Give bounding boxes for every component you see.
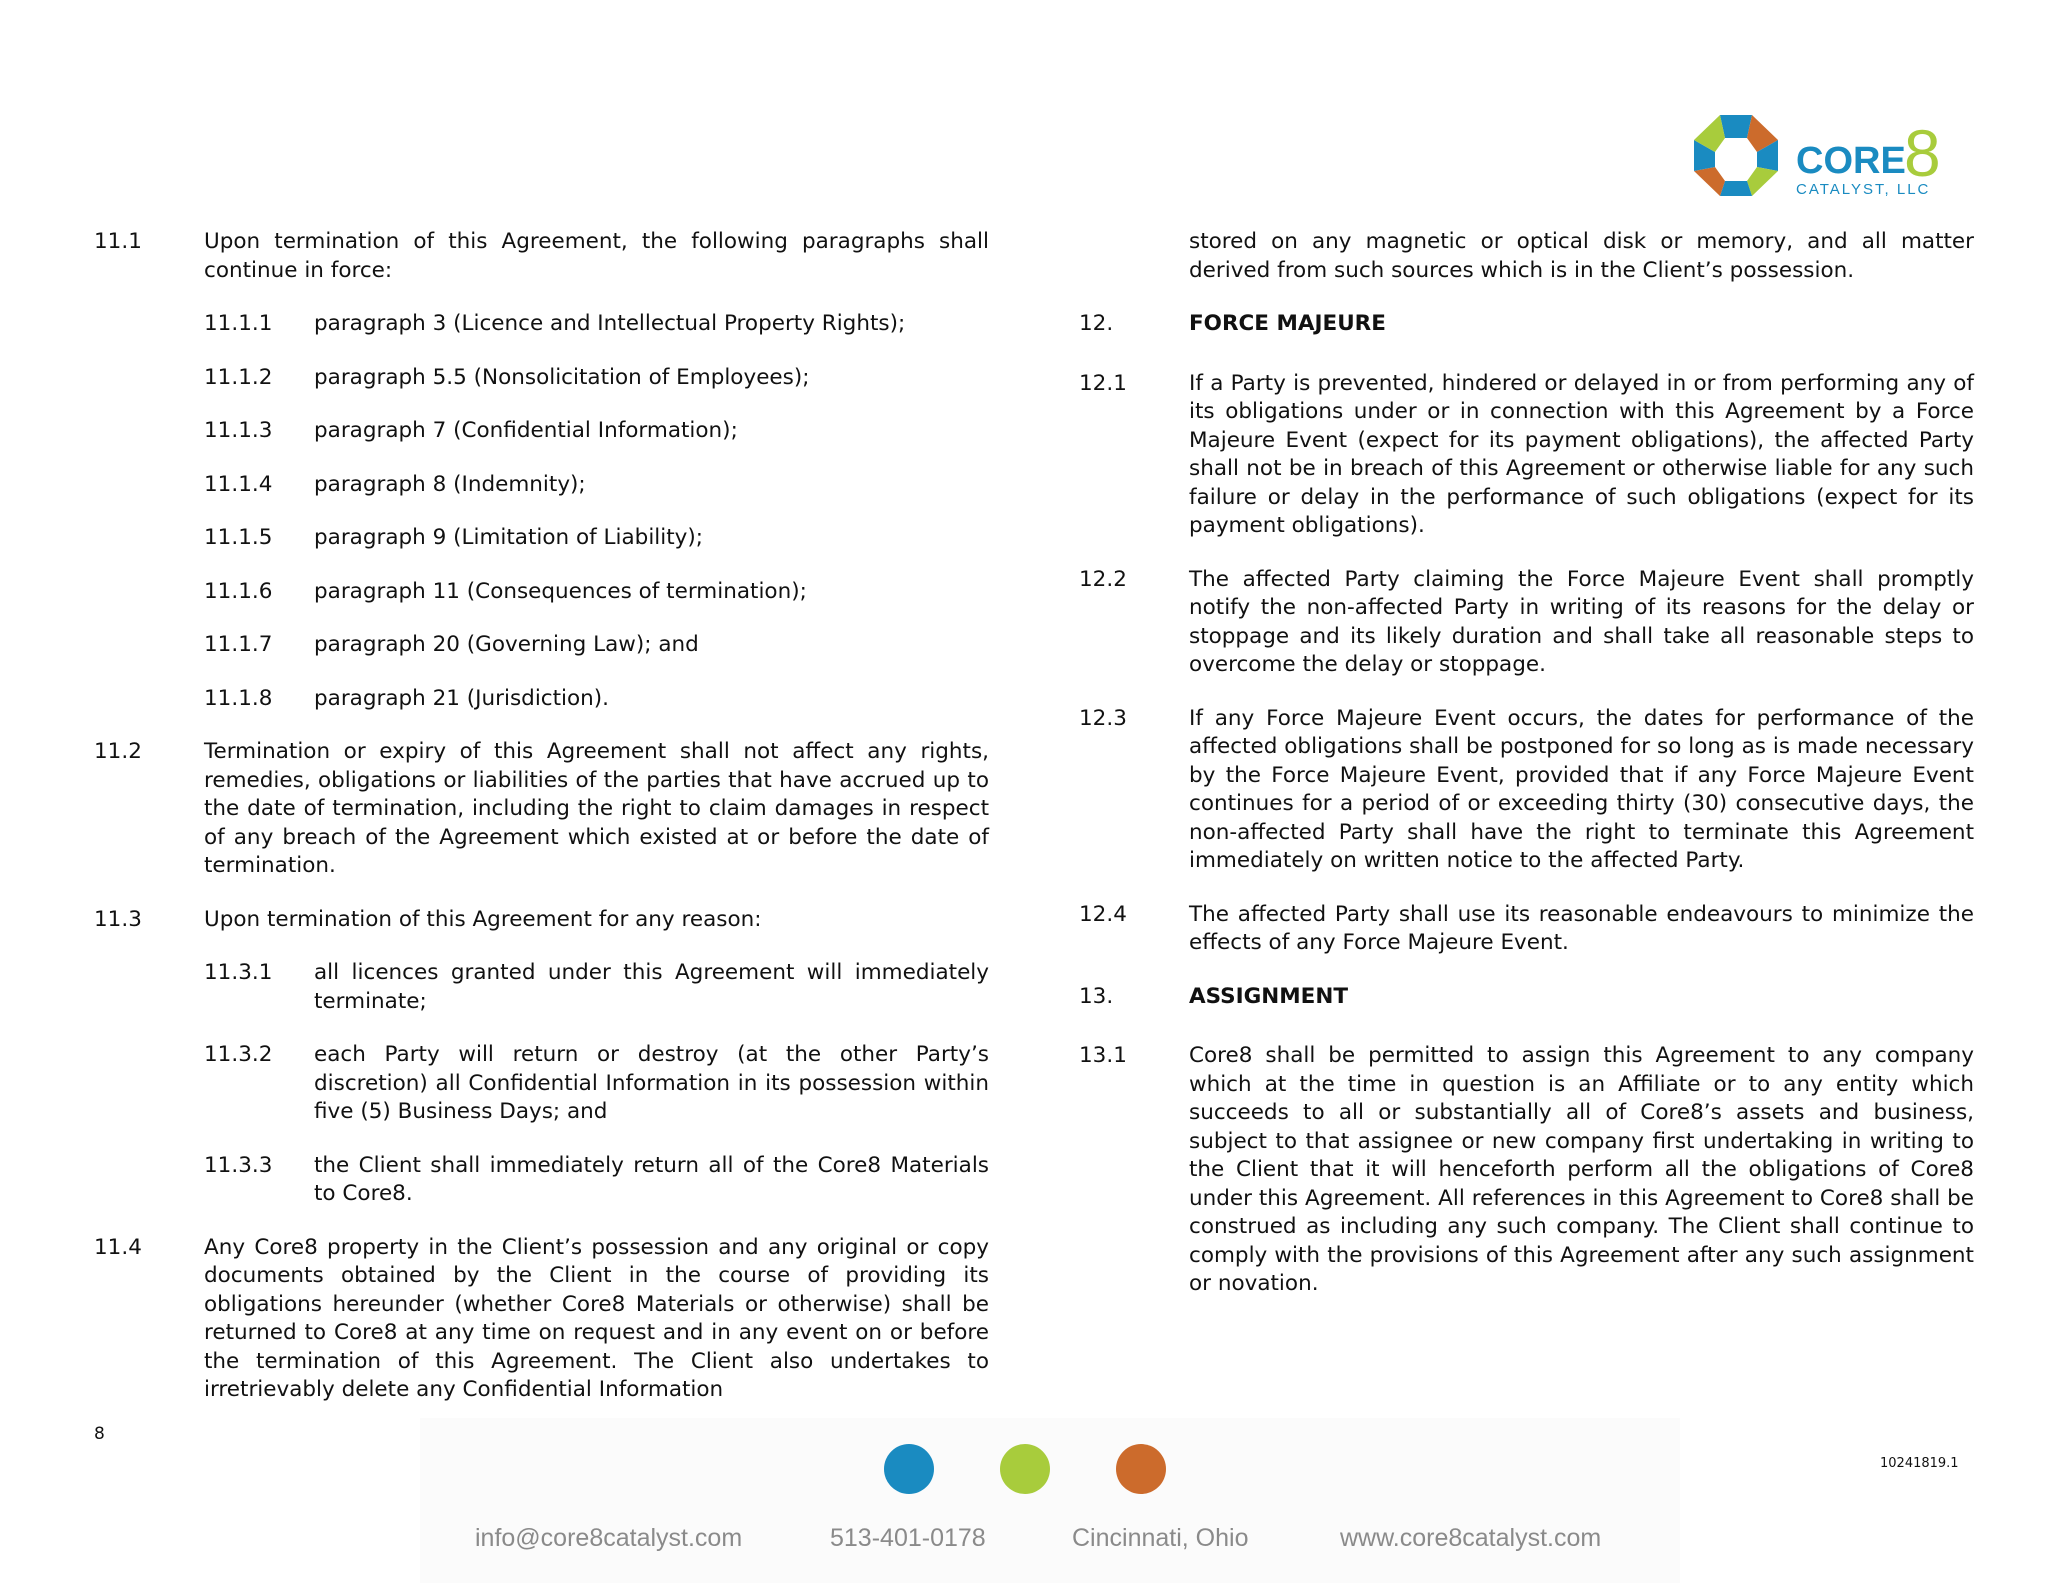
footer-city: Cincinnati, Ohio (1072, 1524, 1249, 1552)
subclause-number: 11.1.8 (204, 685, 273, 711)
footer-website: www.core8catalyst.com (1340, 1524, 1602, 1552)
subclause-number: 11.1.1 (204, 311, 273, 336)
core8-logo (1688, 112, 1948, 228)
subclause-11-1-4 (204, 471, 989, 500)
clause-12-1 (1079, 370, 1974, 541)
subclause-text: each Party will return or destroy (at the other Party’s discretion) all Confidential Information in its possession within five (5) Business Days; and (314, 1042, 989, 1124)
subclause-number: 11.1.4 (204, 471, 273, 497)
clause-11-2 (94, 738, 989, 881)
subclause-11-1-5 (204, 524, 989, 553)
subclause-11-3-1 (204, 959, 989, 1016)
section-heading-12 (1079, 310, 1974, 339)
clause-11-1 (94, 228, 989, 285)
subclause-number: 11.1.7 (204, 632, 273, 657)
clause-text: Upon termination of this Agreement for any reason: (204, 906, 762, 932)
section-title: FORCE MAJEURE (1189, 311, 1386, 336)
clause-number: 12.1 (1079, 370, 1127, 396)
subclause-number: 11.3.2 (204, 1042, 273, 1067)
subclause-number: 11.3.1 (204, 960, 273, 985)
blue-dot-icon (884, 1444, 934, 1494)
clause-number: 11.4 (94, 1234, 142, 1260)
document-reference: 10241819.1 (1880, 1456, 1959, 1471)
page-number: 8 (94, 1424, 105, 1444)
clause-number: 11.1 (94, 229, 142, 254)
section-heading-13 (1079, 983, 1974, 1012)
subclause-11-3-3 (204, 1152, 989, 1209)
clause-12-3 (1079, 705, 1974, 876)
subclause-text: paragraph 11 (Consequences of termination); (314, 578, 807, 604)
logo-subtitle: CATALYST, LLC (1796, 181, 1931, 198)
section-number: 13. (1079, 983, 1114, 1009)
subclause-text: all licences granted under this Agreement will immediately terminate; (314, 960, 989, 1014)
subclause-text: the Client shall immediately return all of the Core8 Materials to Core8. (314, 1152, 989, 1206)
subclause-11-1-6 (204, 578, 989, 607)
subclause-11-1-1 (204, 310, 989, 339)
clause-number: 11.2 (94, 739, 142, 764)
clause-text: Core8 shall be permitted to assign this Agreement to any company which at the time in question is an Affiliate or to any entity which succeeds to all or substantially all of Core8’s assets and business, subject to that assignee or new company first undertaking in writing to the Client that it will henceforth perform all the obligations of Core8 under this Agreement. All references in this Agreement to Core8 shall be construed as including any such company. The Client shall continue to comply with the provisions of this Agreement after any such assignment or novation. (1189, 1043, 1974, 1296)
subclause-number: 11.1.6 (204, 578, 273, 604)
subclause-11-1-3 (204, 417, 989, 446)
clause-11-3 (94, 906, 989, 935)
section-number: 12. (1079, 311, 1114, 336)
subclause-number: 11.1.3 (204, 418, 273, 443)
clause-text: The affected Party shall use its reasonable endeavours to minimize the effects of any Force Majeure Event. (1189, 901, 1974, 955)
clause-number: 11.3 (94, 906, 142, 932)
logo-wordmark: CORE (1796, 140, 1906, 182)
clause-text: Any Core8 property in the Client’s possession and any original or copy documents obtained by the Client in the course of providing its obligations hereunder (whether Core8 Materials or otherwise) shall be returned to Core8 at any time on request and in any event on or before the termination of this Agreement. The Client also undertakes to irretrievably delete any Confidential Information (204, 1234, 989, 1402)
subclause-text: paragraph 3 (Licence and Intellectual Property Rights); (314, 311, 906, 336)
left-column (94, 228, 989, 1405)
clause-number: 13.1 (1079, 1043, 1127, 1068)
subclause-text: paragraph 7 (Confidential Information); (314, 418, 738, 443)
clause-12-2 (1079, 566, 1974, 680)
green-dot-icon (1000, 1444, 1050, 1494)
subclause-number: 11.1.5 (204, 525, 273, 550)
clause-text: Upon termination of this Agreement, the following paragraphs shall continue in force: (204, 229, 989, 283)
subclause-11-3-2 (204, 1041, 989, 1127)
clause-number: 12.3 (1079, 705, 1127, 731)
subclause-11-1-7 (204, 631, 989, 660)
logo-digit: 8 (1904, 116, 1941, 190)
clause-11-4 (94, 1234, 989, 1405)
right-column (1079, 228, 1974, 1299)
clause-continuation: stored on any magnetic or optical disk or memory, and all matter derived from such sources which is in the Client’s possession. (1189, 229, 1974, 283)
footer-email: info@core8catalyst.com (475, 1524, 743, 1552)
clause-text: The affected Party claiming the Force Majeure Event shall promptly notify the non-affected Party in writing of its reasons for the delay or stoppage and its likely duration and shall take all reasonable steps to overcome the delay or stoppage. (1189, 566, 1974, 677)
subclause-number: 11.3.3 (204, 1152, 273, 1178)
subclause-number: 11.1.2 (204, 364, 273, 390)
clause-13-1 (1079, 1042, 1974, 1299)
octagon-logo-icon (1694, 115, 1778, 196)
subclause-text: paragraph 5.5 (Nonsolicitation of Employees); (314, 364, 810, 390)
subclause-text: paragraph 21 (Jurisdiction). (314, 685, 610, 711)
subclause-text: paragraph 20 (Governing Law); and (314, 632, 699, 657)
clause-number: 12.4 (1079, 901, 1127, 927)
clause-text: If any Force Majeure Event occurs, the dates for performance of the affected obligations shall be postponed for so long as is made necessary by the Force Majeure Event, provided that if any Force Majeure Event continues for a period of or exceeding thirty (30) consecutive days, the non-affected Party shall have the right to terminate this Agreement immediately on written notice to the affected Party. (1189, 705, 1974, 873)
section-title: ASSIGNMENT (1189, 983, 1349, 1009)
clause-number: 12.2 (1079, 566, 1127, 592)
subclause-text: paragraph 9 (Limitation of Liability); (314, 525, 704, 550)
subclause-11-1-2 (204, 364, 989, 393)
orange-dot-icon (1116, 1444, 1166, 1494)
footer-banner (420, 1418, 1680, 1583)
subclause-11-1-8 (204, 685, 989, 714)
clause-text: If a Party is prevented, hindered or delayed in or from performing any of its obligations under or in connection with this Agreement by a Force Majeure Event (expect for its payment obligations), the affected Party shall not be in breach of this Agreement or otherwise liable for any such failure or delay in the performance of such obligations (expect for its payment obligations). (1189, 370, 1974, 538)
footer-phone: 513-401-0178 (830, 1524, 986, 1552)
clause-12-4 (1079, 901, 1974, 958)
clause-text: Termination or expiry of this Agreement shall not affect any rights, remedies, obligations or liabilities of the parties that have accrued up to the date of termination, including the right to claim damages in respect of any breach of the Agreement which existed at or before the date of termination. (204, 739, 989, 878)
subclause-text: paragraph 8 (Indemnity); (314, 471, 586, 497)
